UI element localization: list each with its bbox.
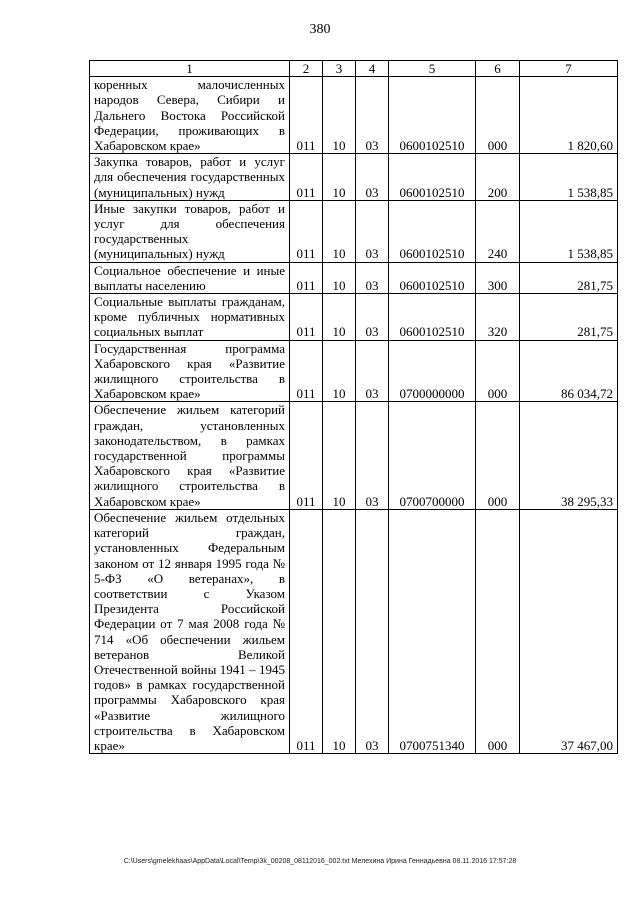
col-header-1: 1: [90, 61, 290, 77]
row-name: Закупка товаров, работ и услуг для обеспечения государственных (муниципальных) нужд: [90, 154, 290, 201]
row-code-expense-type: 000: [476, 340, 520, 402]
footer-file-path: C:\Users\gmelekhaas\AppData\Local\Temp\3k_00208_08112016_002.txt Мелехина Ирина Геннадьевна 08.11.2016 17:57:28: [123, 858, 517, 865]
row-code-ministry: 011: [290, 262, 323, 293]
row-code-section: 10: [323, 77, 356, 154]
budget-table: [89, 60, 618, 754]
row-code-subsection: 03: [356, 77, 389, 154]
table-row: [90, 154, 618, 201]
row-code-expense-type: 300: [476, 262, 520, 293]
row-code-section: 10: [323, 294, 356, 341]
row-code-section: 10: [323, 402, 356, 509]
row-code-target: 0600102510: [389, 77, 476, 154]
row-code-expense-type: 000: [476, 77, 520, 154]
row-code-expense-type: 000: [476, 509, 520, 753]
row-code-subsection: 03: [356, 262, 389, 293]
row-code-subsection: 03: [356, 340, 389, 402]
table-row: [90, 200, 618, 262]
row-code-expense-type: 000: [476, 402, 520, 509]
row-code-target: 0700700000: [389, 402, 476, 509]
table-row: [90, 262, 618, 293]
row-amount: 281,75: [520, 262, 618, 293]
row-code-target: 0600102510: [389, 200, 476, 262]
row-code-target: 0600102510: [389, 154, 476, 201]
col-header-2: 2: [290, 61, 323, 77]
row-code-subsection: 03: [356, 509, 389, 753]
col-header-5: 5: [389, 61, 476, 77]
row-amount: 1 538,85: [520, 200, 618, 262]
row-code-ministry: 011: [290, 340, 323, 402]
col-header-4: 4: [356, 61, 389, 77]
table-row: [90, 402, 618, 509]
row-code-target: 0600102510: [389, 294, 476, 341]
row-amount: 281,75: [520, 294, 618, 341]
row-name: Государственная программа Хабаровского края «Развитие жилищного строительства в Хабаровском крае»: [90, 340, 290, 402]
row-code-expense-type: 320: [476, 294, 520, 341]
row-code-target: 0700751340: [389, 509, 476, 753]
row-code-subsection: 03: [356, 294, 389, 341]
row-code-subsection: 03: [356, 402, 389, 509]
row-name: Обеспечение жильем отдельных категорий граждан, установленных Федеральным законом от 12 января 1995 года № 5-ФЗ «О ветеранах», в соответствии с Указом Президента Российской Федерации от 7 мая 2008 года № 714 «Об обеспечении жильем ветеранов Великой Отечественной войны 1941 – 1945 годов» в рамках государственной программы Хабаровского края «Развитие жилищного строительства в Хабаровском крае»: [90, 509, 290, 753]
table-row: [90, 340, 618, 402]
table-row: [90, 77, 618, 154]
table-row: [90, 509, 618, 753]
row-code-subsection: 03: [356, 200, 389, 262]
row-code-section: 10: [323, 509, 356, 753]
row-code-subsection: 03: [356, 154, 389, 201]
row-amount: 37 467,00: [520, 509, 618, 753]
row-code-ministry: 011: [290, 402, 323, 509]
table-row: [90, 294, 618, 341]
row-code-expense-type: 240: [476, 200, 520, 262]
row-name: коренных малочисленных народов Севера, Сибири и Дальнего Востока Российской Федерации, проживающих в Хабаровском крае»: [90, 77, 290, 154]
row-code-expense-type: 200: [476, 154, 520, 201]
row-code-ministry: 011: [290, 509, 323, 753]
row-amount: 38 295,33: [520, 402, 618, 509]
row-code-ministry: 011: [290, 200, 323, 262]
row-name: Обеспечение жильем категорий граждан, установленных законодательством, в рамках государственной программы Хабаровского края «Развитие жилищного строительства в Хабаровском крае»: [90, 402, 290, 509]
col-header-3: 3: [323, 61, 356, 77]
row-name: Иные закупки товаров, работ и услуг для обеспечения государственных (муниципальных) нужд: [90, 200, 290, 262]
row-code-target: 0600102510: [389, 262, 476, 293]
row-code-ministry: 011: [290, 294, 323, 341]
row-amount: 1 820,60: [520, 77, 618, 154]
page-number: 380: [309, 22, 331, 37]
col-header-6: 6: [476, 61, 520, 77]
row-name: Социальное обеспечение и иные выплаты населению: [90, 262, 290, 293]
col-header-7: 7: [520, 61, 618, 77]
row-code-section: 10: [323, 154, 356, 201]
row-name: Социальные выплаты гражданам, кроме публичных нормативных социальных выплат: [90, 294, 290, 341]
row-amount: 86 034,72: [520, 340, 618, 402]
row-amount: 1 538,85: [520, 154, 618, 201]
row-code-section: 10: [323, 262, 356, 293]
row-code-section: 10: [323, 340, 356, 402]
row-code-target: 0700000000: [389, 340, 476, 402]
row-code-ministry: 011: [290, 154, 323, 201]
row-code-ministry: 011: [290, 77, 323, 154]
row-code-section: 10: [323, 200, 356, 262]
header-row: [90, 61, 618, 77]
